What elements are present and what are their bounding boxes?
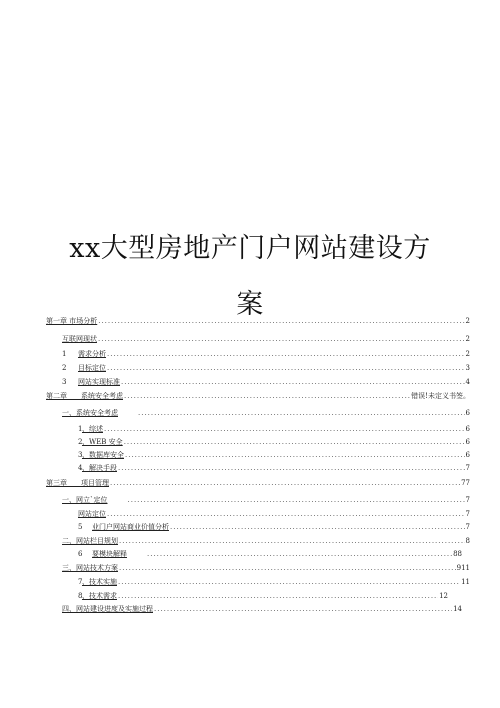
toc-entry-label: 业门户网站商业价值分析 (92, 523, 169, 531)
document-title-line1: xx大型房地产门户网站建设方 (69, 233, 431, 264)
toc-entry-number: 3 (62, 378, 67, 386)
toc-entry[interactable] (78, 592, 448, 601)
toc-entry-label: 网站定位 (78, 510, 106, 518)
toc-entry-number: 8 (78, 592, 83, 600)
toc-entry-label: 四、网站建设进度及实施过程 (62, 605, 153, 613)
toc-entry-label: 需求分析 (78, 350, 106, 358)
toc-entry-label: 三、网站技术方案 (62, 564, 118, 572)
toc-entry[interactable] (62, 364, 470, 373)
toc-entry[interactable] (62, 378, 470, 387)
toc-entry-label: 一、系统安全考虑 (62, 409, 118, 417)
toc-entry-page: 7 (465, 523, 470, 531)
toc-entry-page: 7 (465, 510, 470, 518)
toc-entry-page: 6 (465, 425, 470, 433)
toc-entry[interactable] (46, 479, 470, 488)
toc-entry[interactable] (78, 438, 470, 447)
toc-entry[interactable] (78, 510, 470, 519)
toc-entry[interactable] (46, 392, 470, 401)
toc-entry-page: 88 (453, 550, 462, 558)
toc-entry[interactable] (62, 496, 470, 505)
toc-entry[interactable] (62, 605, 462, 614)
toc-entry[interactable] (78, 578, 470, 587)
toc-entry-label: 目标定位 (78, 364, 106, 372)
toc-entry-page: 8 (465, 537, 470, 545)
toc-entry-page: 错误!未定义书签。 (411, 392, 470, 400)
toc-entry-page: 6 (465, 451, 470, 459)
toc-entry-number: 1 (62, 350, 67, 358)
toc-entry-page: 6 (465, 409, 470, 417)
toc-entry[interactable] (62, 409, 470, 418)
toc-entry-number: 6 (78, 550, 83, 558)
toc-entry-number: 3 (78, 451, 83, 459)
toc-entry[interactable] (78, 550, 462, 559)
toc-entry[interactable] (78, 523, 470, 532)
toc-entry[interactable] (62, 350, 470, 359)
toc-entry[interactable] (62, 537, 470, 546)
toc-entry-page: 77 (461, 479, 470, 487)
toc-entry-label: 、技术实施 (82, 578, 117, 586)
toc-entry[interactable] (78, 451, 470, 460)
toc-entry-number: 5 (78, 523, 83, 531)
toc-entry-number: 2 (78, 438, 83, 446)
toc-entry-label: 第一章 市场分析 (46, 317, 98, 325)
toc-entry[interactable] (62, 335, 470, 344)
toc-entry-number: 1 (78, 425, 83, 433)
toc-entry-number: 2 (62, 364, 67, 372)
toc-entry-label: 、数据库安全 (82, 451, 124, 459)
toc-entry-label: 网站实现标准 (78, 378, 120, 386)
toc-entry-number: 7 (78, 578, 83, 586)
toc-entry-page: 7 (465, 496, 470, 504)
toc-entry-label: 互联网现状 (62, 335, 97, 343)
toc-entry[interactable] (62, 564, 470, 573)
toc-entry-label: 、技术需求 (82, 592, 117, 600)
toc-entry-label: 要模块解释 (92, 550, 127, 558)
toc-entry-page: 6 (465, 438, 470, 446)
toc-entry-label: 第二章 系统安全考虑 (46, 392, 123, 400)
toc-entry-page: 911 (456, 564, 470, 572)
toc-entry-label: 、WEB 安全 (82, 438, 123, 446)
toc-entry-page: 12 (439, 592, 448, 600)
document-title-line2: 案 (236, 289, 264, 320)
toc-entry-label: 第三章 项目管理 (46, 479, 109, 487)
toc-entry-label: 、综述 (82, 425, 103, 433)
toc-entry-page: 2 (465, 335, 470, 343)
toc-entry-page: 2 (465, 350, 470, 358)
toc-entry[interactable] (46, 317, 470, 326)
toc-entry-label: 一、网立`定位 (62, 496, 108, 504)
toc-entry-number: 4 (78, 464, 83, 472)
toc-entry-label: 二、网站栏目规划 (62, 537, 118, 545)
toc-entry-page: 11 (461, 578, 470, 586)
toc-entry-page: 3 (465, 364, 470, 372)
toc-entry-page: 14 (453, 605, 462, 613)
toc-entry-page: 7 (465, 464, 470, 472)
toc-entry-label: 、解决手段 (82, 464, 117, 472)
toc-entry-page: 4 (465, 378, 470, 386)
toc-entry-page: 2 (465, 317, 470, 325)
toc-entry[interactable] (78, 464, 470, 473)
toc-entry[interactable] (78, 425, 470, 434)
